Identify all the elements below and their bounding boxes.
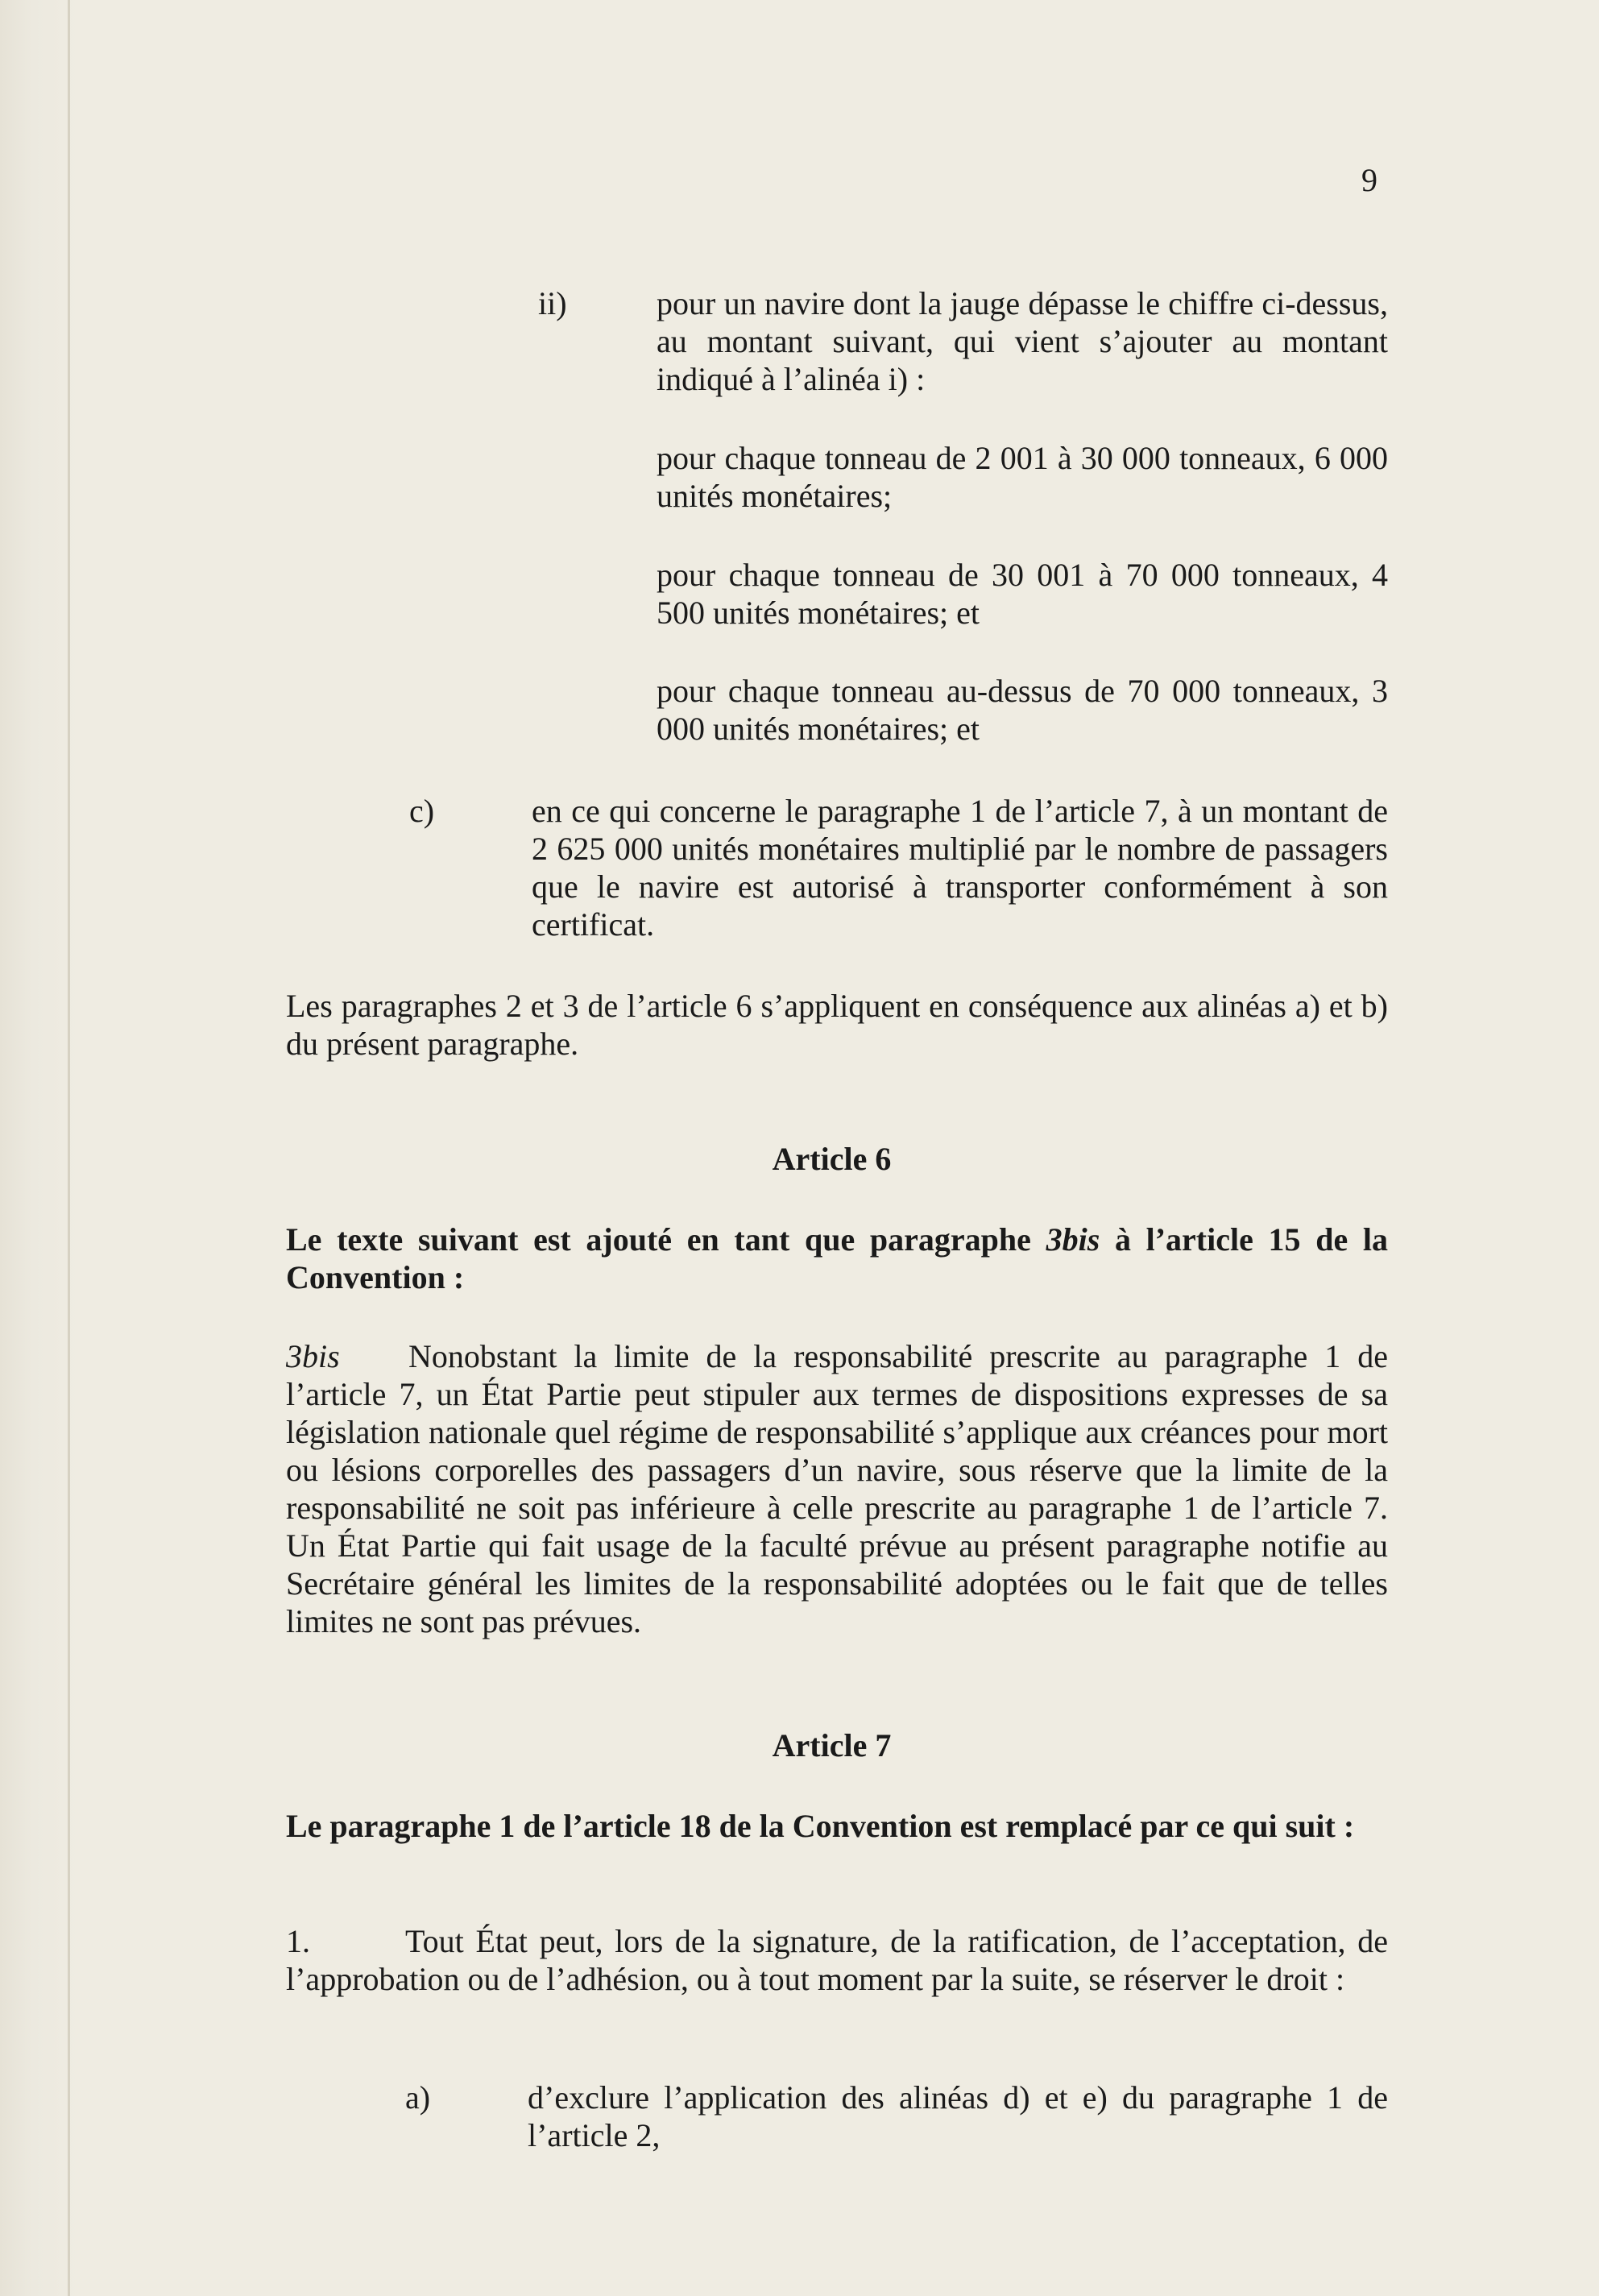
article-6-title: Article 6 — [772, 1141, 892, 1177]
article-6-paragraph-label: 3bis — [286, 1338, 340, 1374]
article-7-title: Article 7 — [772, 1727, 892, 1763]
article-7-heading: Le paragraphe 1 de l’article 18 de la Convention est remplacé par ce qui suit : — [286, 1808, 1355, 1844]
article-6-heading-part2: à l’article 15 de la Convention : — [286, 1221, 1388, 1295]
rate-line-1: pour chaque tonneau de 2 001 à 30 000 tonneaux, 6 000 unités monétaires; — [657, 440, 1388, 514]
article-6-heading-part1: Le texte suivant est ajouté en tant que paragraphe — [286, 1221, 1046, 1258]
item-ii-text: pour un navire dont la jauge dépasse le chiffre ci-dessus, au montant suivant, qui vient s’ajouter au montant indiqué à l’alinéa i) : — [657, 285, 1388, 397]
rate-line-3: pour chaque tonneau au-dessus de 70 000 tonneaux, 3 000 unités monétaires; et — [657, 673, 1388, 747]
article-6-heading-italic: 3bis — [1046, 1221, 1100, 1258]
article-7-paragraph: Tout État peut, lors de la signature, de la ratification, de l’acceptation, de l’approbation ou de l’adhésion, ou à tout moment par la suite, se réserver le droit : — [286, 1923, 1388, 1997]
article-6-heading — [286, 1221, 1388, 1296]
item-ii-label: ii) — [538, 285, 567, 321]
page-number: 9 — [1361, 162, 1377, 198]
article-7-item-a-label: a) — [405, 2079, 431, 2116]
item-c-text: en ce qui concerne le paragraphe 1 de l’article 7, à un montant de 2 625 000 unités monétaires multiplié par le nombre de passagers que le navire est autorisé à transporter conformément à son certificat. — [532, 793, 1388, 943]
closing-paragraph: Les paragraphes 2 et 3 de l’article 6 s’appliquent en conséquence aux alinéas a) et b) du présent paragraphe. — [286, 988, 1388, 1062]
article-7-item-a-text: d’exclure l’application des alinéas d) et e) du paragraphe 1 de l’article 2, — [528, 2079, 1388, 2153]
rate-line-2: pour chaque tonneau de 30 001 à 70 000 tonneaux, 4 500 unités monétaires; et — [657, 557, 1388, 631]
page-binding-line — [68, 0, 70, 2296]
item-c-label: c) — [409, 793, 435, 829]
article-6-paragraph: Nonobstant la limite de la responsabilité prescrite au paragraphe 1 de l’article 7, un État Partie peut stipuler aux termes de dispositions expresses de sa législation nationale quel régime de responsabilité s’applique aux créances pour mort ou lésions corporelles des passagers d’un navire, sous réserve que la limite de la responsabilité ne soit pas inférieure à celle prescrite au paragraphe 1 de l’article 7. Un État Partie qui fait usage de la faculté prévue au présent paragraphe notifie au Secrétaire général les limites de la responsabilité adoptées ou le fait que de telles limites ne sont pas prévues. — [286, 1338, 1388, 1639]
article-7-paragraph-label: 1. — [286, 1923, 310, 1959]
